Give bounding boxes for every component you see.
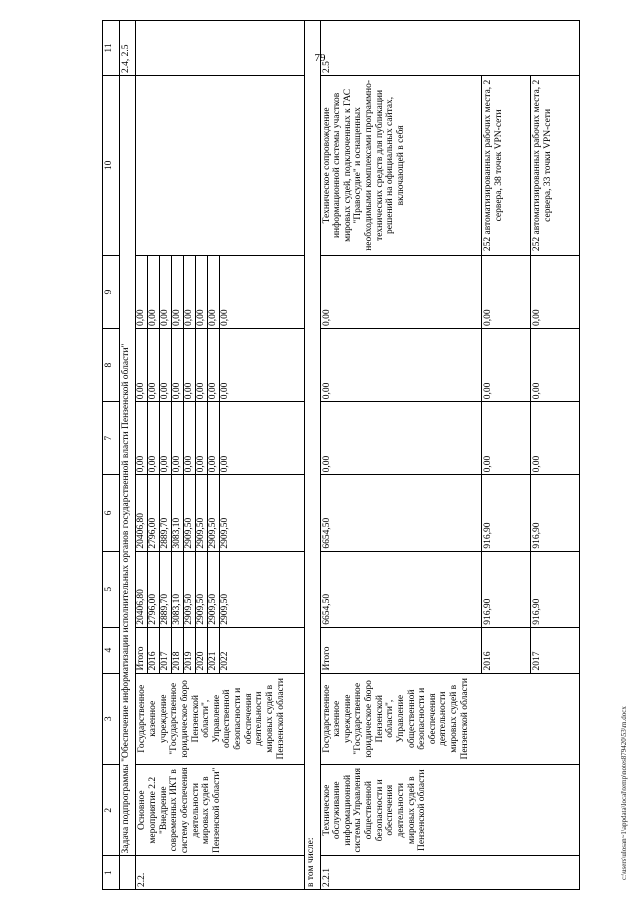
- year-cell: 2017: [530, 627, 579, 673]
- value-item: 2909,50: [184, 475, 196, 550]
- header-cell: 11: [103, 21, 120, 76]
- header-cell: 8: [103, 329, 120, 402]
- program-table: [102, 20, 580, 890]
- value-item: 0,00: [219, 309, 230, 327]
- year-item: 2022: [219, 651, 230, 671]
- value-item: 2909,50: [196, 552, 208, 627]
- value-item: 2909,50: [208, 475, 220, 550]
- value-item: 3083,10: [172, 552, 184, 627]
- value-item: 3083,10: [172, 475, 184, 550]
- value-cell: 0,00: [320, 255, 481, 328]
- value-cell: 6654,50: [320, 551, 481, 627]
- result-empty-cell: [136, 75, 305, 255]
- value-item: 0,00: [184, 256, 196, 328]
- value-item: 2909,50: [184, 552, 196, 627]
- measure-name: Основное мероприятие 2.2 "Внедрение современных ИКТ в систему обеспечения деятельности мировых судей в Пензенской области": [136, 765, 305, 856]
- in-that-number-row: [305, 21, 320, 890]
- value-item: 0,00: [208, 402, 220, 474]
- measure-number: 2.2.1: [320, 856, 580, 890]
- value-item: 0,00: [208, 329, 220, 401]
- page-number: 79: [314, 52, 326, 64]
- year-item: Итого: [136, 628, 148, 673]
- value-cell: 0,00: [530, 402, 579, 475]
- year-item: 2021: [208, 628, 220, 673]
- value-item: 0,00: [136, 329, 148, 401]
- value-cell: 0,00: [481, 402, 530, 475]
- value-item: 0,00: [196, 329, 208, 401]
- task-title: Задача подпрограммы "Обеспечение информатизации исполнительных органов государственной власти Пензенской области": [119, 75, 136, 856]
- value-item: 0,00: [196, 256, 208, 328]
- measure-executor: Государственное казенное учреждение "Государственное юридическое бюро Пензенской области", Управление общественной безопасности и обеспечения деятельности мировых судей в Пензенской области: [136, 673, 305, 764]
- task-empty-cell: [119, 856, 136, 890]
- value-cell: 916,90: [530, 551, 579, 627]
- value-item: 2889,70: [160, 475, 172, 550]
- measure-executor: Государственное казенное учреждение "Государственное юридическое бюро Пензенской области", Управление общественной безопасности и обеспечения деятельности мировых судей в Пензенской области: [320, 673, 580, 764]
- measure-number: 2.2.: [136, 856, 305, 890]
- col8-list: [136, 329, 305, 402]
- task-ref: 2.4, 2.5: [119, 21, 136, 76]
- year-cell: 2016: [481, 627, 530, 673]
- value-item: 20406,80: [136, 475, 148, 550]
- value-item: 2909,50: [208, 552, 220, 627]
- value-item: 0,00: [219, 382, 230, 400]
- value-item: 2796,00: [148, 552, 160, 627]
- value-item: 0,00: [196, 402, 208, 474]
- value-item: 0,00: [184, 402, 196, 474]
- value-item: 0,00: [172, 402, 184, 474]
- value-item: 0,00: [148, 256, 160, 328]
- col9-list: [136, 255, 305, 328]
- value-item: 2909,50: [219, 517, 230, 549]
- ref-cell: 2.5: [320, 21, 580, 76]
- col7-list: [136, 402, 305, 475]
- value-cell: 916,90: [481, 551, 530, 627]
- year-item: 2019: [184, 628, 196, 673]
- value-cell: 6654,50: [320, 475, 481, 551]
- header-cell: 4: [103, 627, 120, 673]
- value-item: 2796,00: [148, 475, 160, 550]
- year-item: 2017: [160, 628, 172, 673]
- value-item: 0,00: [160, 329, 172, 401]
- header-cell: 3: [103, 673, 120, 764]
- value-item: 0,00: [148, 329, 160, 401]
- value-item: 0,00: [184, 329, 196, 401]
- value-item: 0,00: [208, 256, 220, 328]
- value-item: 0,00: [136, 256, 148, 328]
- value-cell: 0,00: [481, 255, 530, 328]
- value-cell: 916,90: [481, 475, 530, 551]
- header-cell: 1: [103, 856, 120, 890]
- col5-list: [136, 551, 305, 627]
- measure-name: Техническое обслуживание информационной системы Управления общественной безопасности и обеспечения деятельности мировых судей в Пензенской области: [320, 765, 580, 856]
- header-cell: 5: [103, 551, 120, 627]
- value-item: 2909,50: [196, 475, 208, 550]
- rotated-table-wrapper: [102, 20, 580, 890]
- year-item: 2016: [148, 628, 160, 673]
- year-cell: Итого: [320, 627, 481, 673]
- measure-row-2-2-1-total: [320, 21, 481, 890]
- header-cell: 2: [103, 765, 120, 856]
- year-item: 2020: [196, 628, 208, 673]
- result-text: 252 автоматизированных рабочих места, 2 сервера, 33 точки VPN-сети: [530, 75, 579, 255]
- value-cell: 0,00: [530, 255, 579, 328]
- col6-list: [136, 475, 305, 551]
- value-item: 0,00: [148, 402, 160, 474]
- header-cell: 7: [103, 402, 120, 475]
- ref-empty-cell: [136, 21, 305, 76]
- task-row: [119, 21, 136, 890]
- in-that-number-label: в том числе:: [305, 21, 320, 890]
- value-item: 0,00: [160, 256, 172, 328]
- value-item: 2889,70: [160, 552, 172, 627]
- value-item: 0,00: [160, 402, 172, 474]
- value-item: 0,00: [136, 402, 148, 474]
- footer-file-path: c:\users\ulosan~1\appdata\local\temp\notes879420\53\rn.docx: [620, 706, 628, 880]
- header-cell: 9: [103, 255, 120, 328]
- value-cell: 0,00: [481, 329, 530, 402]
- value-cell: 0,00: [530, 329, 579, 402]
- value-item: 0,00: [172, 256, 184, 328]
- result-text: Техническое сопровождение информационной системы участков мировых судей, подключенных к ГАС "Правосудие" и оснащенных необходимыми комплексами программно-технических средств для публикации решений на официальных сайтах, включающей в себя: [320, 75, 481, 255]
- result-text: 252 автоматизированных рабочих места, 2 сервера, 38 точек VPN-сети: [481, 75, 530, 255]
- header-cell: 10: [103, 75, 120, 255]
- value-cell: 916,90: [530, 475, 579, 551]
- value-cell: 0,00: [320, 402, 481, 475]
- value-item: 20406,80: [136, 552, 148, 627]
- year-list: [136, 627, 305, 673]
- header-cell: 6: [103, 475, 120, 551]
- header-row: [103, 21, 120, 890]
- measure-row-2-2: [136, 21, 305, 890]
- value-item: 0,00: [172, 329, 184, 401]
- value-item: 2909,50: [219, 593, 230, 625]
- year-item: 2018: [172, 628, 184, 673]
- value-item: 0,00: [219, 455, 230, 473]
- value-cell: 0,00: [320, 329, 481, 402]
